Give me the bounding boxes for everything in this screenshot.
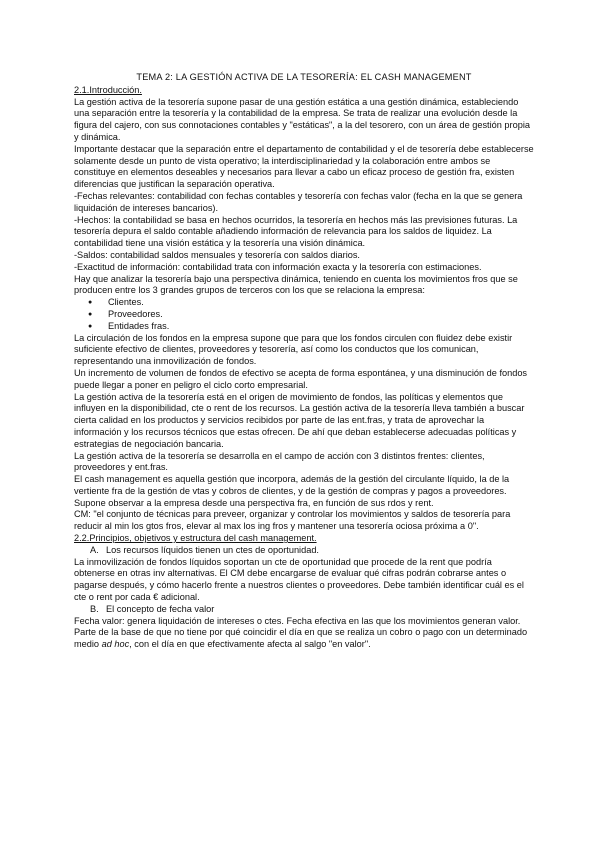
page-title: TEMA 2: LA GESTIÓN ACTIVA DE LA TESORERÍA: EL CASH MANAGEMENT: [136, 72, 472, 82]
paragraph: -Exactitud de información: contabilidad trata con información exacta y la tesorería con estimaciones.: [74, 261, 482, 272]
document-page: [74, 72, 534, 651]
paragraph: -Fechas relevantes: contabilidad con fechas contables y tesorería con fechas valor (fecha en la que se genera liquidación de intereses bancarios).: [74, 190, 523, 213]
paragraph: -Hechos: la contabilidad se basa en hechos ocurridos, la tesorería en hechos más las previsiones futuras. La tesorería depura el saldo contable añadiendo información de relevancia para los saldos de liquidez. La contabilidad tiene una visión estática y la tesorería una visión dinámica.: [74, 214, 518, 249]
item-text: Los recursos líquidos tienen un ctes de oportunidad.: [106, 544, 319, 555]
section-heading-introduccion: 2.1.Introducción.: [74, 84, 142, 95]
item-letter: A.: [90, 544, 99, 555]
third-parties-list: [74, 297, 534, 332]
text-run: , con el día en que efectivamente afecta al salgo "en valor".: [129, 639, 371, 650]
paragraph: Un incremento de volumen de fondos de efectivo se acepta de forma espontánea, y una disminución de fondos puede llegar a poner en peligro el ciclo corto empresarial.: [74, 367, 528, 390]
text-run: Parte de la base de que no tiene por qué coincidir el día en que se realiza un cobro o pago con un determinado medio: [74, 627, 528, 650]
paragraph: CM: "el conjunto de técnicas para preveer, organizar y controlar los movimientos y saldos de tesorería para reducir al min los gtos fros, elevar al max los ing fros y mantener una tesorería ociosa próxima a 0".: [74, 509, 511, 532]
paragraph: La gestión activa de la tesorería está en el origen de movimiento de fondos, las políticas y elementos que influyen en la disponibilidad, cte o rent de los recursos. La gestión activa de la tesorería lleva también a buscar cierta calidad en los productos y servicios recibidos por parte de las ent.fras, y trata de aprovechar la información y los recursos técnicos que estas ofrecen. De ahí que deban establecerse adecuadas políticas y estrategias de negociación bancaria.: [74, 391, 525, 449]
list-item: ● Proveedores.: [108, 309, 534, 321]
section-heading-principios: 2.2.Principios, objetivos y estructura del cash management.: [74, 533, 317, 544]
lettered-item-b: [74, 604, 534, 616]
list-item: ● Clientes.: [108, 297, 534, 309]
item-letter: B.: [90, 603, 99, 614]
list-item: ● Entidades fras.: [108, 321, 534, 333]
italic-term: ad hoc: [101, 639, 130, 650]
paragraph: [74, 627, 534, 651]
lettered-item-a: [74, 545, 534, 557]
paragraph: Hay que analizar la tesorería bajo una perspectiva dinámica, teniendo en cuenta los movimientos fros que se producen entre los 3 grandes grupos de terceros con los que se relaciona la empresa:: [74, 273, 518, 296]
paragraph: -Saldos: contabilidad saldos mensuales y tesorería con saldos diarios.: [74, 249, 360, 260]
paragraph: El cash management es aquella gestión que incorpora, además de la gestión del circulante líquido, la de la vertiente fra de la gestión de vtas y cobros de clientes, y de la gestión de compras y pagos a proveedores. Supone observar a la empresa desde una perspectiva fra, en función de sus rdos y rent.: [74, 474, 510, 508]
paragraph: Fecha valor: genera liquidación de intereses o ctes. Fecha efectiva en las que los movimientos generan valor.: [74, 615, 521, 626]
paragraph: La gestión activa de la tesorería se desarrolla en el campo de acción con 3 distintos frentes: clientes, proveedores y ent.fras.: [74, 450, 485, 473]
paragraph: La inmovilización de fondos líquidos soportan un cte de oportunidad que procede de la rent que podría obtenerse en otras inv alternativas. El CM debe encargarse de evaluar qué cifras podrán cobrarse antes o pagarse después, y cómo hacerlo frente a nuestros clientes o proveedores. Debe también identificar cuál es el cte o rent por cada € adicional.: [74, 556, 524, 603]
paragraph: Importante destacar que la separación entre el departamento de contabilidad y el de tesorería debe establecerse solamente desde un punto de vista operativo; la interdisciplinariedad y la colaboración entre ambos se constituye en elementos deseables y necesarios para llevar a cabo un eficaz proceso de gestión fra, existen diferencias que justifican la separación operativa.: [74, 143, 534, 190]
item-text: El concepto de fecha valor: [106, 603, 215, 614]
paragraph: La gestión activa de la tesorería supone pasar de una gestión estática a una gestión dinámica, estableciendo una separación entre la tesorería y la contabilidad de la empresa. Se trata de realizar una evolución desde la figura del cajero, con sus connotaciones contables y "estáticas", a la del tesorero, con un área de gestión propia y dinámica.: [74, 96, 530, 142]
paragraph: La circulación de los fondos en la empresa supone que para que los fondos circulen con fluidez debe existir suficiente efectivo de clientes, proveedores y tesorería, así como los conductos que los comunican, representando una inmovilización de fondos.: [74, 332, 513, 367]
